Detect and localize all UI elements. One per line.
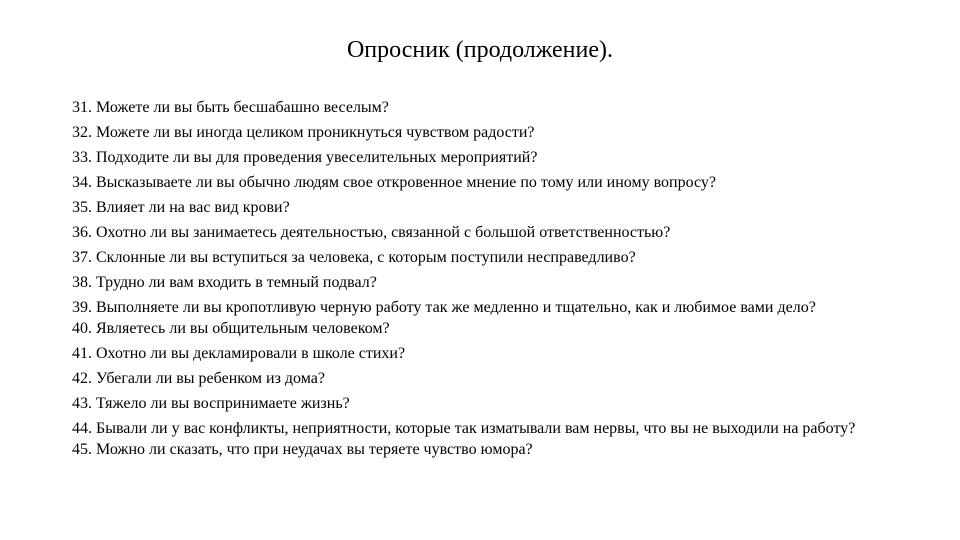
question-text: Склонные ли вы вступиться за человека, с которым поступили несправедливо? bbox=[96, 249, 636, 266]
question-number: 36. bbox=[72, 224, 92, 241]
question-number: 40. bbox=[72, 320, 92, 337]
question-item bbox=[72, 369, 892, 394]
question-text: Подходите ли вы для проведения увеселительных мероприятий? bbox=[96, 149, 538, 166]
question-text: Высказываете ли вы обычно людям свое откровенное мнение по тому или иному вопросу? bbox=[96, 174, 716, 191]
question-item bbox=[72, 419, 892, 440]
question-text: Выполняете ли вы кропотливую черную работу так же медленно и тщательно, как и любимое вами дело? bbox=[96, 299, 816, 316]
question-item bbox=[72, 248, 892, 273]
question-text: Можете ли вы быть бесшабашно веселым? bbox=[96, 99, 389, 116]
question-list bbox=[72, 98, 892, 465]
question-item bbox=[72, 98, 892, 123]
question-item bbox=[72, 440, 892, 465]
question-item bbox=[72, 198, 892, 223]
question-number: 44. bbox=[72, 420, 92, 437]
question-number: 42. bbox=[72, 370, 92, 387]
question-number: 35. bbox=[72, 199, 92, 216]
question-number: 33. bbox=[72, 149, 92, 166]
question-number: 38. bbox=[72, 274, 92, 291]
question-number: 43. bbox=[72, 395, 92, 412]
question-number: 34. bbox=[72, 174, 92, 191]
question-text: Убегали ли вы ребенком из дома? bbox=[96, 370, 325, 387]
question-item bbox=[72, 123, 892, 148]
question-text: Можете ли вы иногда целиком проникнуться чувством радости? bbox=[96, 124, 535, 141]
question-text: Охотно ли вы занимаетесь деятельностью, связанной с большой ответственностью? bbox=[96, 224, 671, 241]
question-item bbox=[72, 298, 892, 319]
question-item bbox=[72, 273, 892, 298]
question-item bbox=[72, 344, 892, 369]
question-number: 45. bbox=[72, 441, 92, 458]
question-text: Бывали ли у вас конфликты, неприятности, которые так изматывали вам нервы, что вы не выходили на работу? bbox=[96, 420, 856, 437]
question-number: 37. bbox=[72, 249, 92, 266]
question-item bbox=[72, 223, 892, 248]
question-text: Можно ли сказать, что при неудачах вы теряете чувство юмора? bbox=[96, 441, 533, 458]
question-text: Тяжело ли вы воспринимаете жизнь? bbox=[96, 395, 350, 412]
slide-title: Опросник (продолжение). bbox=[346, 37, 614, 63]
question-number: 41. bbox=[72, 345, 92, 362]
question-text: Охотно ли вы декламировали в школе стихи? bbox=[96, 345, 406, 362]
question-item bbox=[72, 148, 892, 173]
question-item bbox=[72, 394, 892, 419]
question-number: 32. bbox=[72, 124, 92, 141]
question-text: Влияет ли на вас вид крови? bbox=[96, 199, 290, 216]
question-item bbox=[72, 319, 892, 344]
question-item bbox=[72, 173, 892, 198]
question-text: Трудно ли вам входить в темный подвал? bbox=[96, 274, 377, 291]
question-text: Являетесь ли вы общительным человеком? bbox=[96, 320, 390, 337]
question-number: 39. bbox=[72, 299, 92, 316]
question-number: 31. bbox=[72, 99, 92, 116]
